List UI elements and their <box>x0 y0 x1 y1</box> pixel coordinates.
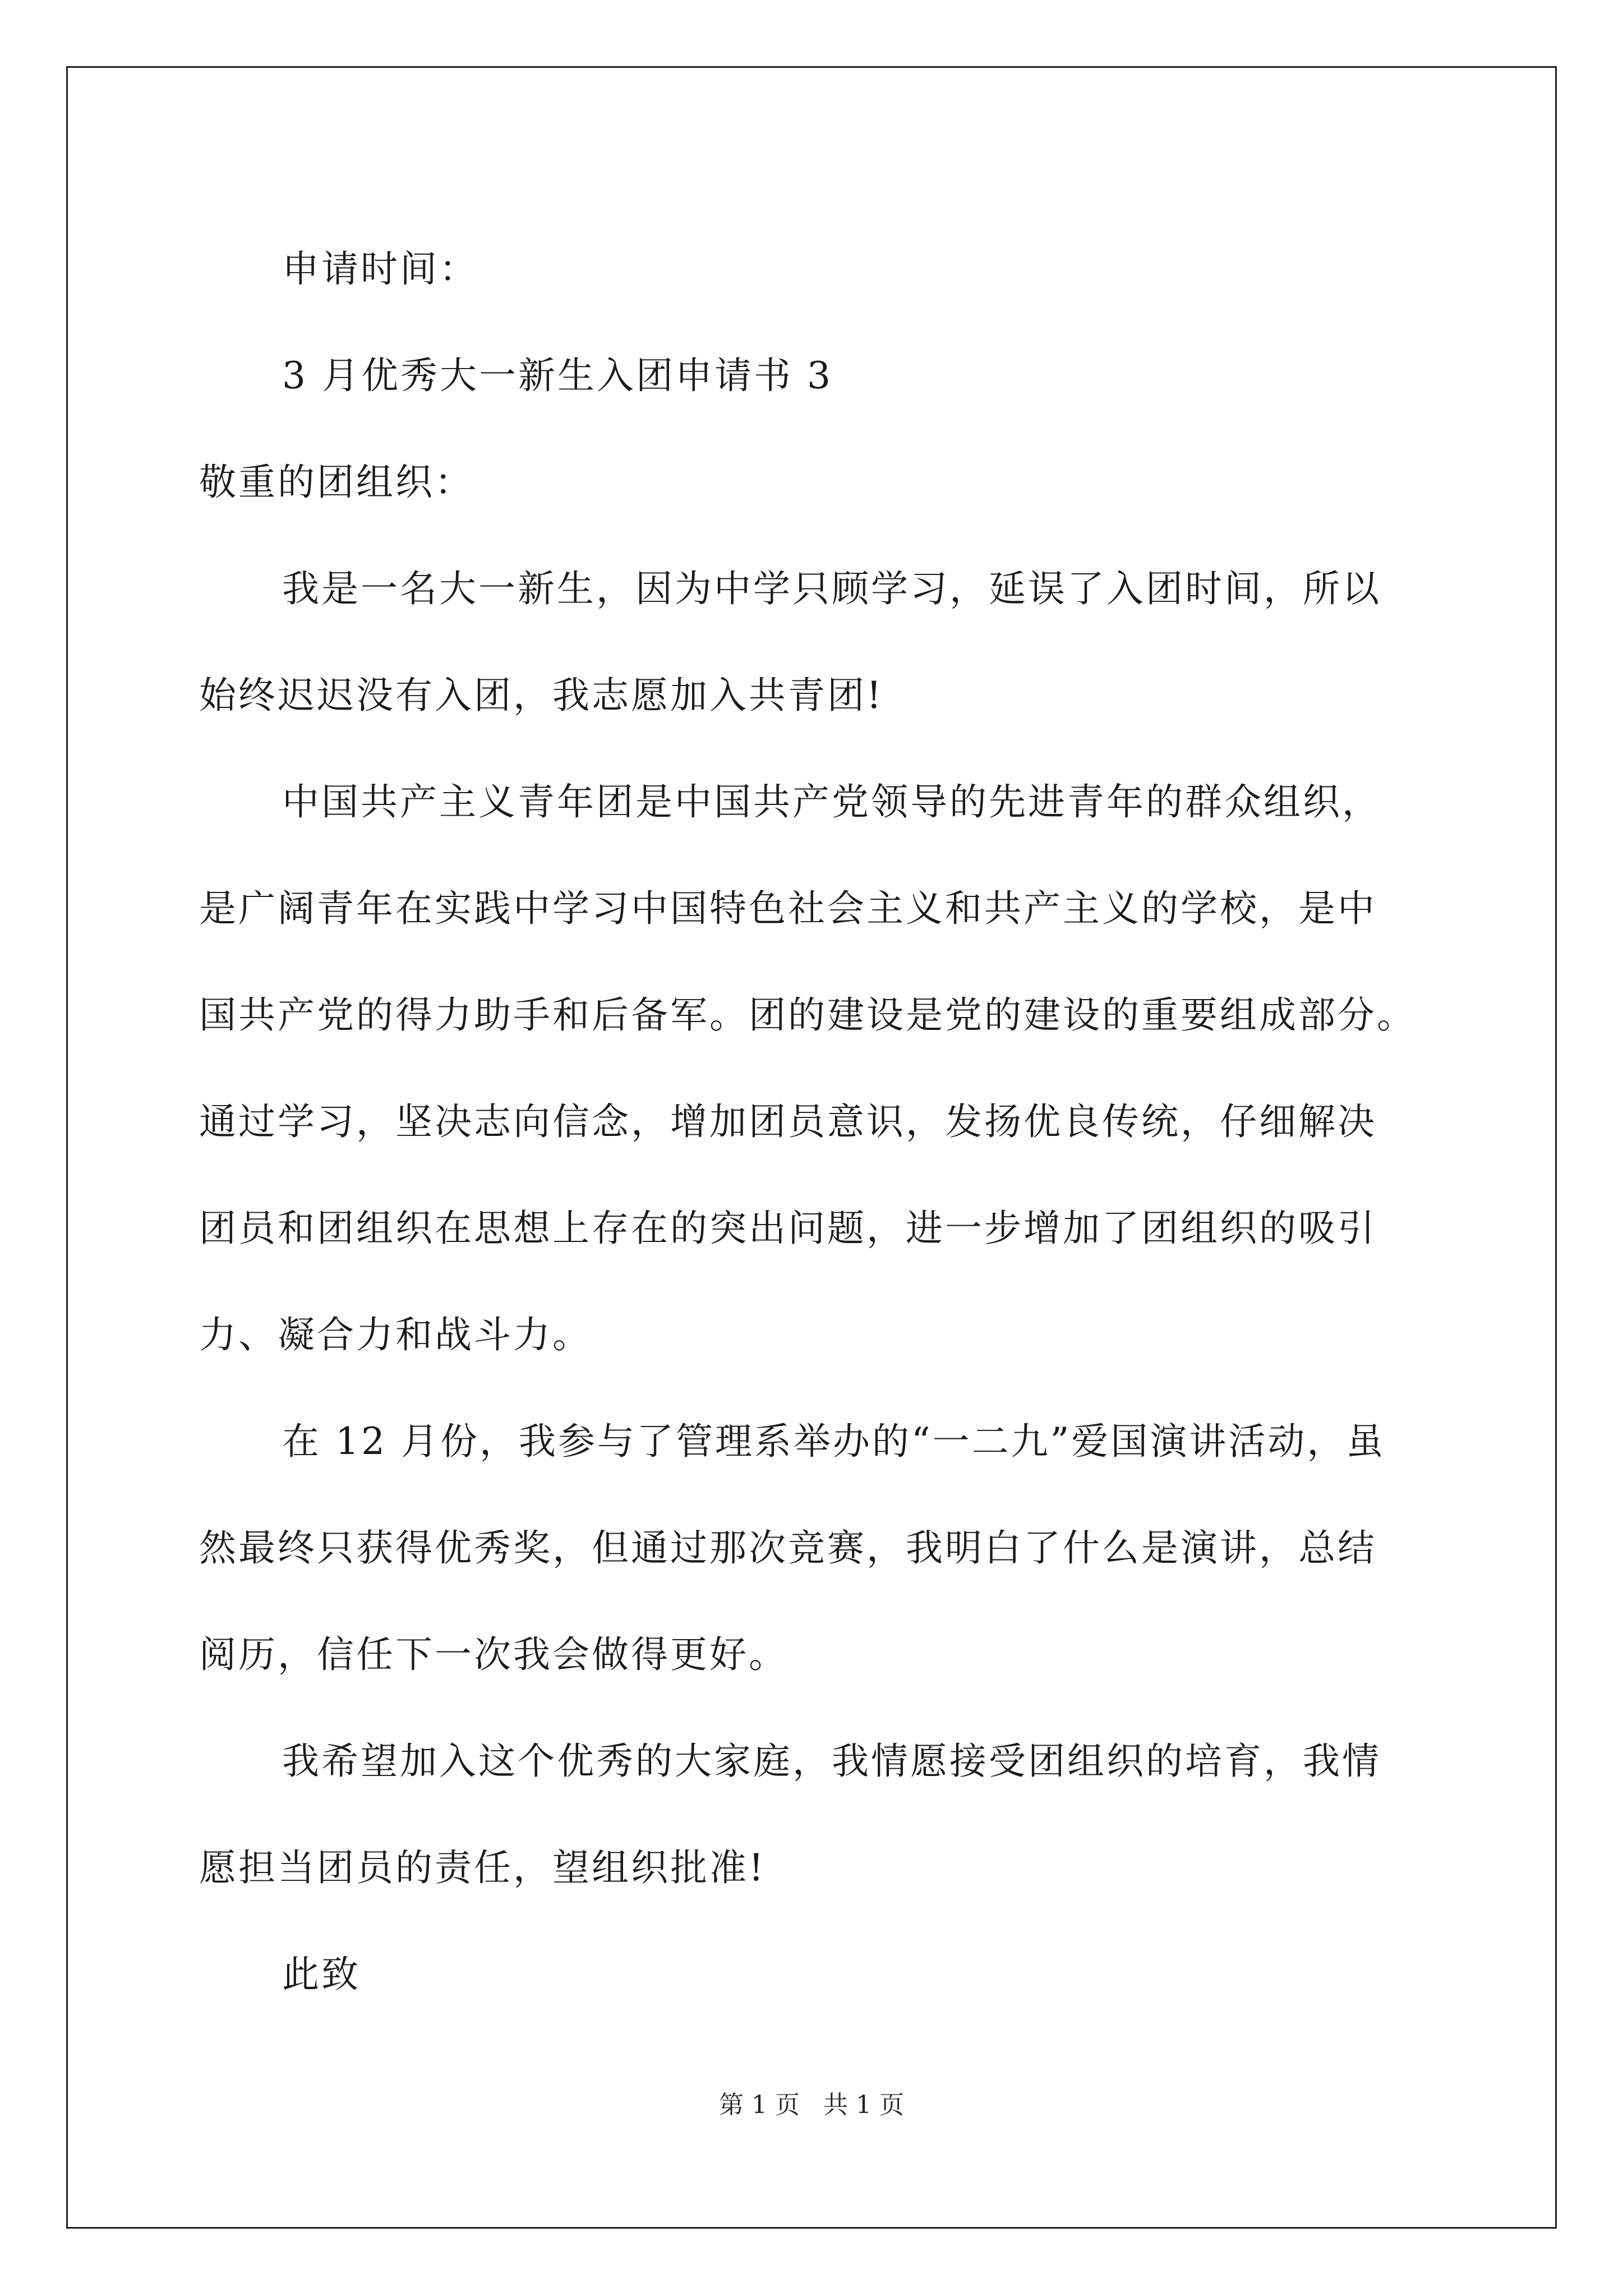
document-body <box>199 216 1433 2028</box>
application-date-line: 申请时间： <box>282 247 478 291</box>
salutation: 敬重的团组织： <box>199 461 474 504</box>
closing-line: 此致 <box>282 1953 361 1996</box>
paragraph-3-line-2: 然最终只获得优秀奖，但通过那次竞赛，我明白了什么是演讲，总结 <box>199 1526 1377 1570</box>
paragraph-1-line-1: 我是一名大一新生，因为中学只顾学习，延误了入团时间，所以 <box>282 567 1381 610</box>
paragraph-3-line-1: 在 12 月份，我参与了管理系举办的“一二九”爱国演讲活动，虽 <box>282 1420 1386 1463</box>
paragraph-2-line-5: 团员和团组织在思想上存在的突出问题，进一步增加了团组织的吸引 <box>199 1207 1377 1250</box>
paragraph-2-line-2: 是广阔青年在实践中学习中国特色社会主义和共产主义的学校，是中 <box>199 887 1377 930</box>
paragraph-4-line-2: 愿担当团员的责任，望组织批准! <box>199 1846 766 1889</box>
paragraph-1-line-2: 始终迟迟没有入团，我志愿加入共青团! <box>199 674 884 717</box>
document-title: 3 月优秀大一新生入团申请书 3 <box>282 354 833 397</box>
paragraph-2-line-1: 中国共产主义青年团是中国共产党领导的先进青年的群众组织， <box>282 780 1381 823</box>
paragraph-2-line-3: 国共产党的得力助手和后备军。团的建设是党的建设的重要组成部分。 <box>199 993 1416 1037</box>
paragraph-2-line-6: 力、凝合力和战斗力。 <box>199 1313 592 1356</box>
page-number-footer: 第 1 页 共 1 页 <box>719 2091 904 2119</box>
paragraph-4-line-1: 我希望加入这个优秀的大家庭，我情愿接受团组织的培育，我情 <box>282 1740 1381 1783</box>
paragraph-2-line-4: 通过学习，坚决志向信念，增加团员意识，发扬优良传统，仔细解决 <box>199 1100 1377 1143</box>
paragraph-3-line-3: 阅历，信任下一次我会做得更好。 <box>199 1633 788 1676</box>
